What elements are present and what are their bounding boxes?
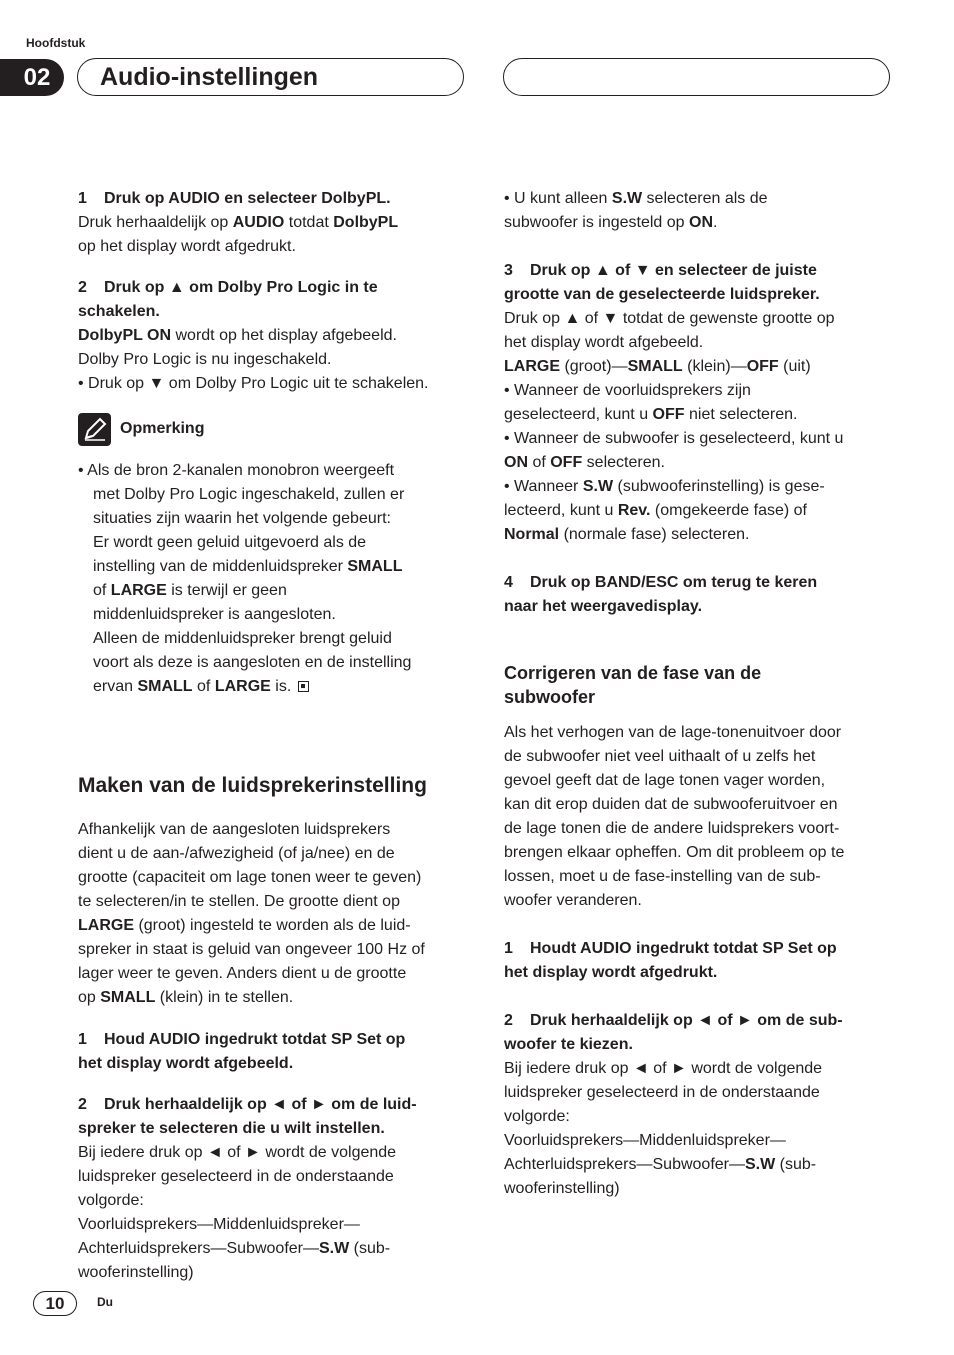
header-empty-box <box>503 58 890 96</box>
note-line: of LARGE is terwijl er geen <box>93 582 287 599</box>
step-1-text-2: op het display wordt afgedrukt. <box>78 238 296 255</box>
page-title-text: Audio-instellingen <box>100 62 319 91</box>
step-title: 1 Houd AUDIO ingedrukt totdat SP Set op <box>78 1031 406 1048</box>
paragraph-line: lager weer te geven. Anders dient u de grootte <box>78 965 407 982</box>
paragraph-line: op SMALL (klein) in te stellen. <box>78 989 294 1006</box>
bullet-line: Normal (normale fase) selecteren. <box>504 526 750 543</box>
note-line: • Als de bron 2-kanalen monobron weergeeft <box>78 462 395 479</box>
step-text: volgorde: <box>504 1108 570 1125</box>
step-2-title: 2 Druk op ▲ om Dolby Pro Logic in te <box>78 279 378 296</box>
step-2-text-2: Dolby Pro Logic is nu ingeschakeld. <box>78 351 332 368</box>
chapter-number-badge: 02 <box>0 59 64 96</box>
step-title: 1 Houdt AUDIO ingedrukt totdat SP Set op <box>504 940 837 957</box>
paragraph-line: kan dit erop duiden dat de subwooferuitvoer en <box>504 796 838 813</box>
step-text: luidspreker geselecteerd in de onderstaande <box>78 1168 394 1185</box>
paragraph-line: Als het verhogen van de lage-tonenuitvoer door <box>504 724 842 741</box>
note-line: situaties zijn waarin het volgende gebeurt: <box>93 510 391 527</box>
step-4-title: 4 Druk op BAND/ESC om terug te keren <box>504 574 818 591</box>
paragraph-line: de subwoofer niet veel uithaalt of u zelfs het <box>504 748 816 765</box>
note-line: met Dolby Pro Logic ingeschakeld, zullen er <box>93 486 405 503</box>
step-title: woofer te kiezen. <box>504 1036 633 1053</box>
paragraph-line: Afhankelijk van de aangesloten luidsprekers <box>78 821 391 838</box>
pencil-note-icon <box>78 413 111 446</box>
subsection-title: Corrigeren van de fase van de <box>504 663 762 683</box>
step-4-title-2: naar het weergavedisplay. <box>504 598 703 615</box>
section-title: Maken van de luidsprekerinstelling <box>78 774 427 797</box>
paragraph-line: gevoel geeft dat de lage tonen vager worden, <box>504 772 826 789</box>
paragraph-line: LARGE (groot) ingesteld te worden als de luid- <box>78 917 411 934</box>
language-label: Du <box>97 1295 113 1309</box>
step-text: wooferinstelling) <box>78 1264 194 1281</box>
paragraph-line: te selecteren/in te stellen. De grootte dient op <box>78 893 400 910</box>
note-line: middenluidspreker is aangesloten. <box>93 606 336 623</box>
step-text: Voorluidsprekers—Middenluidspreker— <box>504 1132 786 1149</box>
end-of-section-icon <box>298 681 309 692</box>
step-3-title: 3 Druk op ▲ of ▼ en selecteer de juiste <box>504 262 817 279</box>
paragraph-line: spreker in staat is geluid van ongeveer 100 Hz of <box>78 941 425 958</box>
step-1-title: 1 Druk op AUDIO en selecteer DolbyPL. <box>78 190 391 207</box>
paragraph-line: dient u de aan-/afwezigheid (of ja/nee) en de <box>78 845 395 862</box>
paragraph-line: woofer veranderen. <box>504 892 642 909</box>
step-title: het display wordt afgedrukt. <box>504 964 718 981</box>
step-2-bullet: • Druk op ▼ om Dolby Pro Logic uit te schakelen. <box>78 375 429 392</box>
paragraph-line: lossen, moet u de fase-instelling van de sub- <box>504 868 821 885</box>
step-2-title-2: schakelen. <box>78 303 160 320</box>
step-text: LARGE (groot)—SMALL (klein)—OFF (uit) <box>504 358 811 375</box>
step-text: Achterluidsprekers—Subwoofer—S.W (sub- <box>78 1240 391 1257</box>
step-text: Druk op ▲ of ▼ totdat de gewenste grootte op <box>504 310 835 327</box>
note-line: Alleen de middenluidspreker brengt geluid <box>93 630 392 647</box>
note-line: Er wordt geen geluid uitgevoerd als de <box>93 534 367 551</box>
bullet-line: • Wanneer de voorluidsprekers zijn <box>504 382 751 399</box>
chapter-label: Hoofdstuk <box>26 36 86 50</box>
step-title: het display wordt afgebeeld. <box>78 1055 294 1072</box>
step-title: spreker te selecteren die u wilt instellen. <box>78 1120 385 1137</box>
step-text: Bij iedere druk op ◄ of ► wordt de volgende <box>78 1144 397 1161</box>
step-text: wooferinstelling) <box>504 1180 620 1197</box>
step-text: volgorde: <box>78 1192 144 1209</box>
note-title: Opmerking <box>120 420 205 437</box>
paragraph-line: grootte (capaciteit om lage tonen weer te geven) <box>78 869 422 886</box>
subsection-title-2: subwoofer <box>504 687 596 707</box>
note-line: instelling van de middenluidspreker SMALL <box>93 558 403 575</box>
step-2-text: DolbyPL ON wordt op het display afgebeeld. <box>78 327 397 344</box>
note-heading <box>78 412 468 446</box>
paragraph-line: brengen elkaar opheffen. Om dit probleem op te <box>504 844 845 861</box>
page-number: 10 <box>33 1291 77 1316</box>
step-text: Bij iedere druk op ◄ of ► wordt de volgende <box>504 1060 823 1077</box>
left-column <box>78 187 468 1285</box>
note-list <box>78 459 468 699</box>
note-line: voort als deze is aangesloten en de instelling <box>93 654 412 671</box>
step-text: het display wordt afgebeeld. <box>504 334 704 351</box>
page-title <box>77 58 464 96</box>
bullet-line: lecteerd, kunt u Rev. (omgekeerde fase) of <box>504 502 807 519</box>
step-title: 2 Druk herhaaldelijk op ◄ of ► om de luid- <box>78 1096 417 1113</box>
bullet-line: ON of OFF selecteren. <box>504 454 665 471</box>
bullet-line: • Wanneer de subwoofer is geselecteerd, kunt u <box>504 430 844 447</box>
bullet-line: geselecteerd, kunt u OFF niet selecteren. <box>504 406 798 423</box>
bullet-line: • U kunt alleen S.W selecteren als de <box>504 190 768 207</box>
note-line: ervan SMALL of LARGE is. <box>78 675 468 699</box>
step-3-title-2: grootte van de geselecteerde luidspreker. <box>504 286 820 303</box>
step-title: 2 Druk herhaaldelijk op ◄ of ► om de sub- <box>504 1012 843 1029</box>
step-text: Achterluidsprekers—Subwoofer—S.W (sub- <box>504 1156 817 1173</box>
step-text: luidspreker geselecteerd in de onderstaande <box>504 1084 820 1101</box>
bullet-line: subwoofer is ingesteld op ON. <box>504 214 718 231</box>
paragraph-line: de lage tonen die de andere luidsprekers voort- <box>504 820 840 837</box>
step-1-text: Druk herhaaldelijk op AUDIO totdat DolbyPL <box>78 214 399 231</box>
step-text: Voorluidsprekers—Middenluidspreker— <box>78 1216 360 1233</box>
bullet-line: • Wanneer S.W (subwooferinstelling) is gese- <box>504 478 825 495</box>
right-column <box>504 187 894 1201</box>
